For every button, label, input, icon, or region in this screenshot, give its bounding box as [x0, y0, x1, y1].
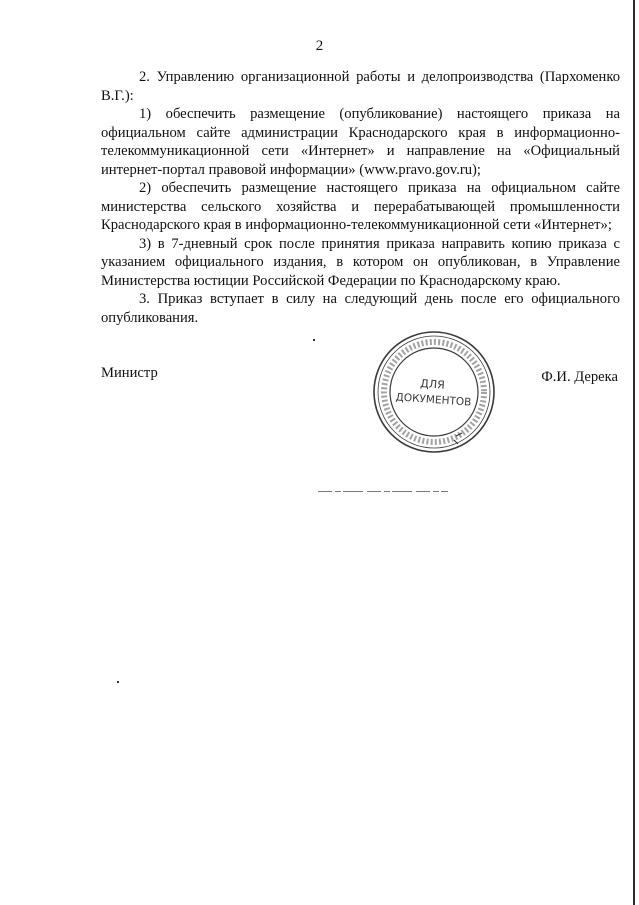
- paragraph-subitem-1: 1) обеспечить размещение (опубликование) настоящего приказа на официальном сайте администрации Краснодарского края в информационно-телекоммуникационной сети «Интернет» и направление на «Официальный интернет-портал правовой информации» (www.pravo.gov.ru);: [101, 106, 620, 178]
- stamp-line-2: ДОКУМЕНТОВ: [395, 391, 472, 409]
- paragraph-item-3: 3. Приказ вступает в силу на следующий день после его официального опубликования.: [101, 291, 620, 326]
- scan-speck: [313, 339, 315, 341]
- scan-speck: [117, 681, 119, 683]
- paragraph-subitem-2: 2) обеспечить размещение настоящего приказа на официальном сайте министерства сельского хозяйства и перерабатывающей промышленности Краснодарского края в информационно-телекоммуникационной сети «Интернет»;: [101, 180, 620, 233]
- paragraph-subitem-3: 3) в 7-дневный срок после принятия приказа направить копию приказа с указанием официального издания, в котором он опубликован, в Управление Министерства юстиции Российской Федерации по Краснодарскому краю.: [101, 235, 620, 289]
- scan-artifact-line: [318, 490, 448, 493]
- signatory-position: Министр: [101, 365, 158, 381]
- page-number: 2: [315, 38, 324, 54]
- page-edge: [633, 0, 635, 905]
- official-seal-stamp: [370, 328, 498, 456]
- stamp-line-1: ДЛЯ: [419, 377, 446, 392]
- paragraph-item-2: 2. Управлению организационной работы и делопроизводства (Пархоменко В.Г.):: [101, 69, 620, 104]
- document-body: [101, 68, 620, 327]
- signatory-name: Ф.И. Дерека: [541, 369, 618, 385]
